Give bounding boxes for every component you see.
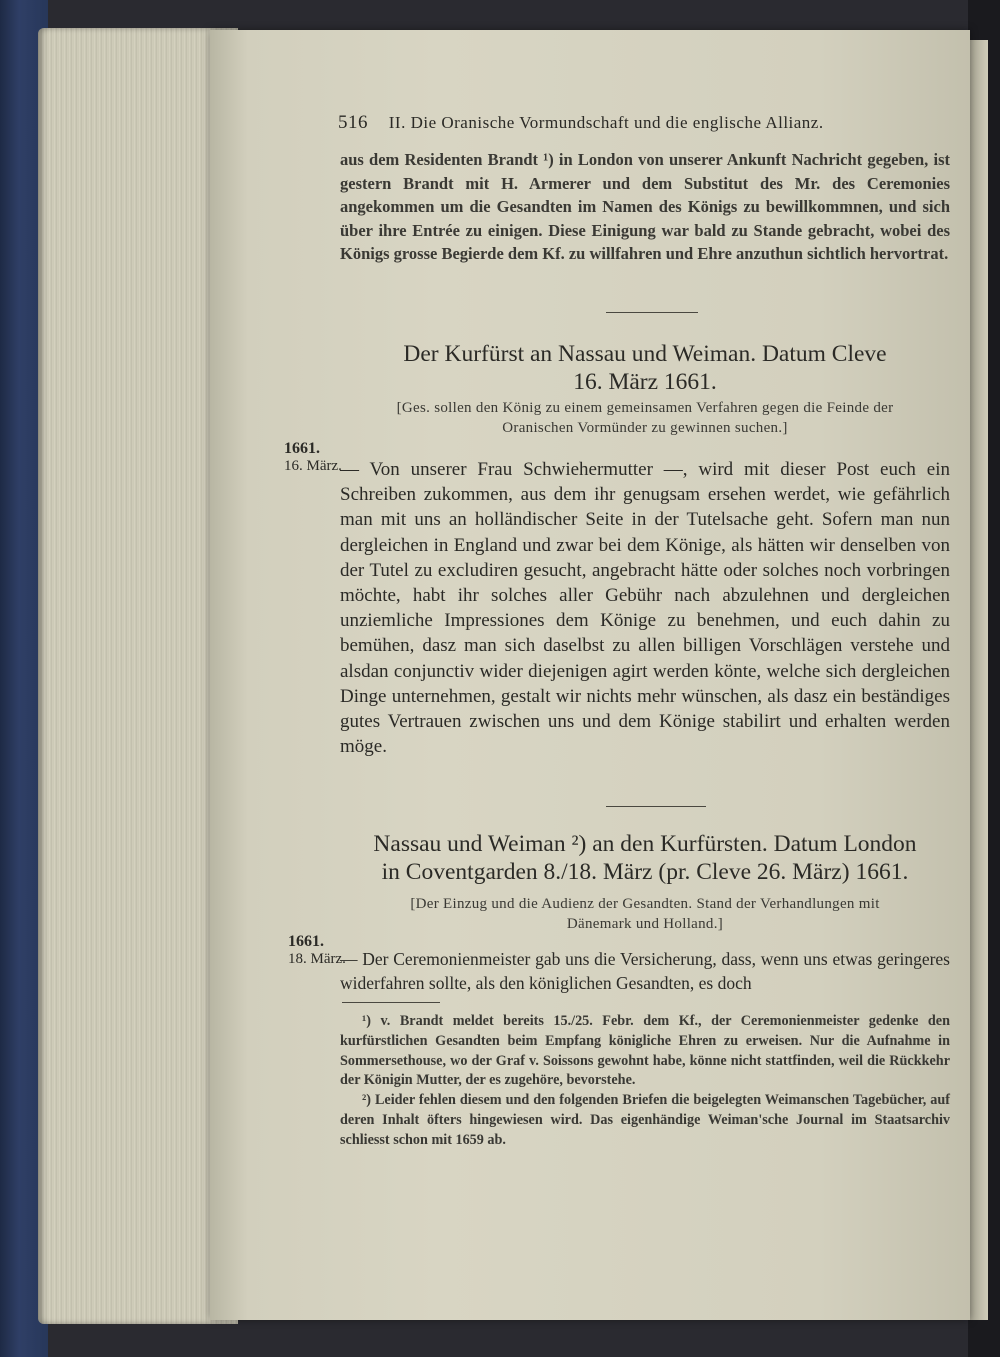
section1-margin-date: 16. März. (284, 458, 342, 474)
section1-body: — Von unserer Frau Schwiehermutter —, wird mit dieser Post euch ein Schreiben zukommen, aus dem ihr genugsam ersehen werdet, wie gefährlich man mit uns an holländischer Seite in der Tutelsache geht. Sofern man nun dergleichen in England und zwar bei dem Könige, als hätten wir denselben von der Tutel zu excludiren gesucht, angebracht hätte oder solches noch vorbringen möchte, habt ihr solches aller Gebühr nach abzulehnen und dergleichen unziemliche Impressiones dem Könige zu benehmen, und euch dahin zu bemühen, dasz man sich daselbst zu allen billigen Vorschlägen verstehe und alsdan conjunctiv wider diejenigen agirt werden könte, welche sich dergleichen Dinge unternehmen, gestalt wir nichts mehr wünschen, als dasz ein beständiges gutes Vertrauen zwischen uns und dem Könige stabilirt und erhalten werden möge. (340, 459, 950, 758)
section1-summary-line2: Oranischen Vormünder zu gewinnen suchen.] (502, 420, 788, 436)
running-header (338, 112, 824, 134)
section-divider (606, 312, 698, 313)
section1-margin-year: 1661. (284, 440, 320, 457)
footnote-1: ¹) v. Brandt meldet bereits 15./25. Febr. dem Kf., der Ceremonienmeister gedenke den kurfürstlichen Gesandten beim Empfang königliche Ehren zu erweisen. Nur die Aufnahme in Sommersethouse, wo der Graf v. Soissons gewohnt habe, könne nicht stattfinden, weil die Rückkehr der Königin Mutter, der es zugehöre, bevorstehe. (340, 1013, 950, 1089)
footnote-rule (342, 1002, 440, 1003)
section2-summary-line1: [Der Einzug und die Audienz der Gesandten. Stand der Verhandlungen mit (410, 896, 880, 912)
section2-title (340, 830, 950, 886)
section2-summary (340, 894, 950, 934)
section1-summary-line1: [Ges. sollen den König zu einem gemeinsamen Verfahren gegen die Feinde der (396, 400, 894, 416)
footnotes (340, 1012, 950, 1151)
intro-paragraph: aus dem Residenten Brandt ¹) in London von unserer Ankunft Nachricht gegeben, ist gestern Brandt mit H. Armerer und dem Substitut des Mr. des Ceremonies angekommen um die Gesandten im Namen des Königs zu bewillkommnen, und sich über ihre Entrée zu einigen. Diese Einigung war bald zu Stande gebracht, wobei des Königs grosse Begierde dem Kf. zu willfahren und Ehre anzuthun sichtlich hervortrat. (340, 150, 950, 263)
section2-summary-line2: Dänemark und Holland.] (566, 916, 724, 932)
section2-margin-note (288, 933, 346, 968)
section2-title-line1: Nassau und Weiman ²) an den Kurfürsten. Datum London (373, 831, 917, 857)
section1-title-line2: 16. März 1661. (573, 369, 717, 395)
footnote-2: ²) Leider fehlen diesem und den folgenden Briefen die beigelegten Weimanschen Tagebücher, auf deren Inhalt öfters hingewiesen wird. Das eigenhändige Weiman'sche Journal im Staatsarchiv schliesst schon mit 1659 ab. (340, 1092, 950, 1148)
running-title: II. Die Oranische Vormundschaft und die englische Allianz. (388, 113, 824, 132)
section1-title-line1: Der Kurfürst an Nassau und Weiman. Datum Cleve (403, 341, 887, 367)
facing-page-edge (970, 40, 988, 1320)
section2-body: — Der Ceremonienmeister gab uns die Versicherung, dass, wenn uns etwas geringeres widerfahren sollte, als den königlichen Gesandten, es doch (340, 949, 950, 993)
section2-margin-date: 18. März. (288, 951, 346, 967)
section2-title-line2: in Coventgarden 8./18. März (pr. Cleve 26. März) 1661. (381, 859, 909, 885)
page-number: 516 (338, 112, 368, 133)
section-divider (606, 806, 706, 807)
section1-margin-note (284, 440, 342, 475)
section1-summary (340, 398, 950, 438)
section2-margin-year: 1661. (288, 933, 324, 950)
section1-title (340, 340, 950, 396)
page-stack-edge (38, 28, 238, 1324)
